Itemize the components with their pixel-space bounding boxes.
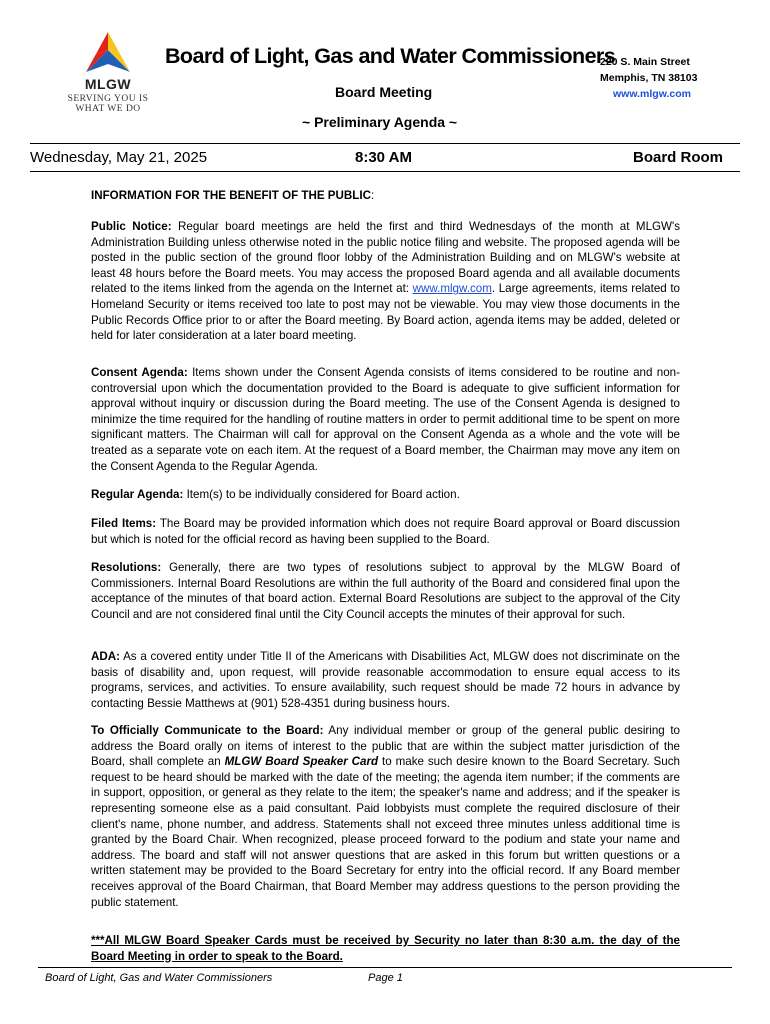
- regular-agenda-text: Item(s) to be individually considered for Board action.: [183, 488, 460, 501]
- public-notice-label: Public Notice:: [91, 220, 172, 233]
- logo-tagline-line1: SERVING YOU IS: [67, 94, 149, 104]
- consent-agenda-text: Items shown under the Consent Agenda consists of items considered to be routine and non-controversial upon which the documentation provided to the Board is adequate to give sufficient information for approval without inquiry or discussion during the Board meeting. The use of the Consent Agenda is designed to minimize the time required for the handling of routine matters in order to permit additional time to be spent on more significant matters. The Chairman will call for approval on the Consent Agenda as a whole and the vote will be treated as a separate vote on each item. At the request of a Board member, the Chairman may move any item on the Consent Agenda to the Regular Agenda.: [91, 366, 680, 473]
- ada-label: ADA:: [91, 650, 120, 663]
- agenda-title: ~ Preliminary Agenda ~: [302, 114, 458, 130]
- communicate-text-cont: to make such desire known to the Board Secretary. Such request to be heard should be marked with the date of the meeting; the agenda item number; if the comments are in support, opposition, or general as they relate to the item; the speaker's name and address; and if the speaker is representing someone else as a paid consultant. Paid lobbyists must complete the required disclosure of their client's name, phone number, and address. Statements shall not exceed three minutes unless additional time is granted by the Board Chair. When recognized, please proceed forward to the podium and state your name and address. The board and staff will not answer questions that are asked in this forum but written questions or a written statement may be provided to the Board Secretary for entry into the official record. If any Board member receives approval of the Board Chairman, that Board Member may address questions to the person providing the public statement.: [91, 755, 680, 909]
- document-title: Board of Light, Gas and Water Commissioners: [165, 44, 616, 68]
- communicate-text: Any individual member or group of the general public desiring to address the Board orally on items of interest to the public that are within the subject matter jurisdiction of the Board, shall complete an: [91, 724, 680, 769]
- ada-text: As a covered entity under Title II of the Americans with Disabilities Act, MLGW does not discriminate on the basis of disability and, upon request, will provide reasonable accommodation to ensure equal access to its programs, services, and activities. To ensure availability, such request should be made 72 hours in advance by contacting Bessie Matthews at (901) 528-4351 during business hours.: [91, 650, 680, 710]
- public-notice-section: [91, 219, 680, 344]
- speaker-card-name: MLGW Board Speaker Card: [224, 755, 379, 769]
- info-heading-colon: :: [370, 189, 375, 202]
- regular-agenda-section: [91, 487, 680, 503]
- public-notice-website-link[interactable]: www.mlgw.com: [412, 282, 492, 296]
- filed-items-section: [91, 516, 680, 547]
- filed-items-text: The Board may be provided information which does not require Board approval or Board discussion but which is noted for the official record as having been supplied to the Board.: [91, 517, 680, 546]
- logo-brand-text: MLGW: [84, 76, 132, 92]
- header-rule-bottom: [30, 171, 740, 172]
- logo-tagline-line2: WHAT WE DO: [75, 104, 141, 114]
- footer-rule: [38, 967, 732, 968]
- regular-agenda-label: Regular Agenda:: [91, 488, 184, 501]
- speaker-card-warning-section: [91, 933, 680, 964]
- footer-org-name: Board of Light, Gas and Water Commissioners: [45, 972, 273, 984]
- resolutions-text: Generally, there are two types of resolutions subject to approval by the MLGW Board of Commissioners. Internal Board Resolutions are within the full authority of the Board and considered final upon the acceptance of the minutes of that board action. External Board Resolutions are subject to the approval of the City Council and are not considered final until the City Council accepts the minutes of their approval for such.: [91, 561, 680, 621]
- communicate-section: [91, 723, 680, 910]
- footer-page-number: Page 1: [368, 972, 403, 984]
- header-rule-top: [30, 143, 740, 144]
- info-heading: [91, 188, 680, 204]
- filed-items-label: Filed Items:: [91, 517, 157, 530]
- meeting-type: Board Meeting: [335, 84, 433, 100]
- address-street: 220 S. Main Street: [600, 56, 690, 68]
- communicate-label: To Officially Communicate to the Board:: [91, 724, 324, 737]
- meeting-location: Board Room: [633, 149, 723, 166]
- resolutions-label: Resolutions:: [91, 561, 162, 574]
- meeting-time: 8:30 AM: [355, 149, 412, 166]
- website-link[interactable]: www.mlgw.com: [613, 88, 691, 100]
- speaker-card-warning: ***All MLGW Board Speaker Cards must be received by Security no later than 8:30 a.m. the day of the Board Meeting in order to speak to the Board.: [91, 934, 680, 963]
- ada-section: [91, 649, 680, 711]
- address-city: Memphis, TN 38103: [600, 72, 698, 84]
- consent-agenda-label: Consent Agenda:: [91, 366, 188, 379]
- info-heading-text: INFORMATION FOR THE BENEFIT OF THE PUBLIC: [91, 189, 371, 202]
- consent-agenda-section: [91, 365, 680, 474]
- public-notice-text: Regular board meetings are held the first and third Wednesdays of the month at MLGW's Administration Building unless otherwise noted in the public notice filing and website. The proposed agenda will be posted in the public section of the ground floor lobby of the Administration Building and on MLGW's website at least 48 hours before the Board meets. You may access the proposed Board agenda and all available documents related to the items linked from the agenda on the Internet at:: [91, 220, 680, 296]
- mlgw-logo: [64, 30, 152, 118]
- resolutions-section: [91, 560, 680, 622]
- meeting-date: Wednesday, May 21, 2025: [30, 149, 208, 166]
- public-notice-text-cont: . Large agreements, items related to Homeland Security or items received too late to post may not be viewable. You may view those documents in the Public Records Office prior to or after the Board meeting. By Board action, agenda items may be added, deleted or held for later consideration at a later board meeting.: [91, 282, 681, 343]
